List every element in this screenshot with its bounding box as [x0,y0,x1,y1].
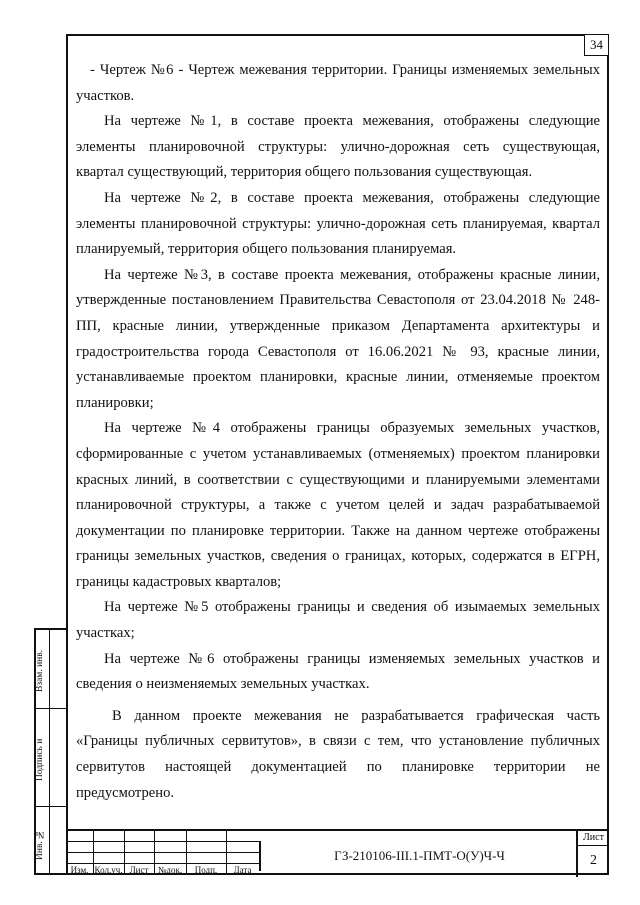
paragraph-drawing-4: На чертеже №4 отображены границы образуемых земельных участков, сформированные с учетом устанавливаемых (отменяемых) проектом планировки красных линий, в соответствии с существующими и планируемыми элементами планировочной структуры, а также с учетом целей и задач разрабатываемой документации по планировке территории. Также на данном чертеже отображены границы земельных участков, сведения о границах, которых, содержатся в ЕГРН, границы кадастровых кварталов; [76,420,600,590]
sheet-label: Лист [578,831,609,846]
stamp-col-kol-uch: Кол.уч. [94,865,123,875]
stamp-col-izm: Изм. [70,865,89,875]
document-code: ГЗ-210106-III.1-ПМТ-О(У)Ч-Ч [259,841,578,871]
stamp-col-podp: Подп. [194,865,218,875]
paragraph-drawing-1: На чертеже №1, в составе проекта межевания, отображены следующие элементы планировочной структуры: улично-дорожная сеть существующая, квартал существующий, территория общего пользования существующая. [76,113,600,181]
sheet-number: 2 [590,853,597,868]
paragraph-drawing-2: На чертеже №2, в составе проекта межевания, отображены следующие элементы планировочной структуры: улично-дорожная сеть планируемая, квартал планируемый, территория общего пользования планируемая. [76,189,600,258]
left-stamp-sidebar [34,628,66,875]
stamp-col-data: Дата [233,865,252,875]
paragraph-drawing-3: На чертеже №3, в составе проекта межевания, отображены красные линии, утвержденные постановлением Правительства Севастополя от 23.04.2018 № 248-ПП, красные линии, утвержденные приказом Департамента архитектуры и градостроительства города Севастополя от 16.06.2021 № 93, красные линии, устанавливаемые проектом планировки, красные линии, отменяемые проектом планировки; [76,266,600,411]
sidebar-label-inv-no: Инв. № [35,828,45,860]
stamp-row-line [66,841,259,842]
sidebar-row-divider [36,708,66,709]
document-body [76,58,600,806]
stamp-col-list: Лист [129,865,149,875]
paragraph-drawing-5: На чертеже №5 отображены границы и сведения об изымаемых земельных участках; [76,599,600,642]
sidebar-label-podpis: Подпись и [35,738,45,782]
paragraph-drawing-6: На чертеже №6 отображены границы изменяемых земельных участков и сведения о неизменяемых земельных участках. [76,650,600,693]
sheet-box [576,831,609,877]
title-block [66,829,609,875]
sidebar-row-divider [36,806,66,807]
paragraph-drawing-6-list-item: - Чертеж №6 - Чертеж межевания территории. Границы изменяемых земельных участков. [76,62,600,104]
stamp-row-line [66,852,259,853]
sidebar-label-vzam-inv: Взам. инв. [35,649,45,693]
stamp-col-doc-no: №док. [157,865,183,875]
page-corner-number: 34 [584,34,609,56]
sidebar-divider [49,630,50,873]
paragraph-servitudes: В данном проекте межевания не разрабатывается графическая часть «Границы публичных сервитутов», в связи с тем, что установление публичных сервитутов настоящей документацией по планировке территории не предусмотрено. [76,707,600,801]
